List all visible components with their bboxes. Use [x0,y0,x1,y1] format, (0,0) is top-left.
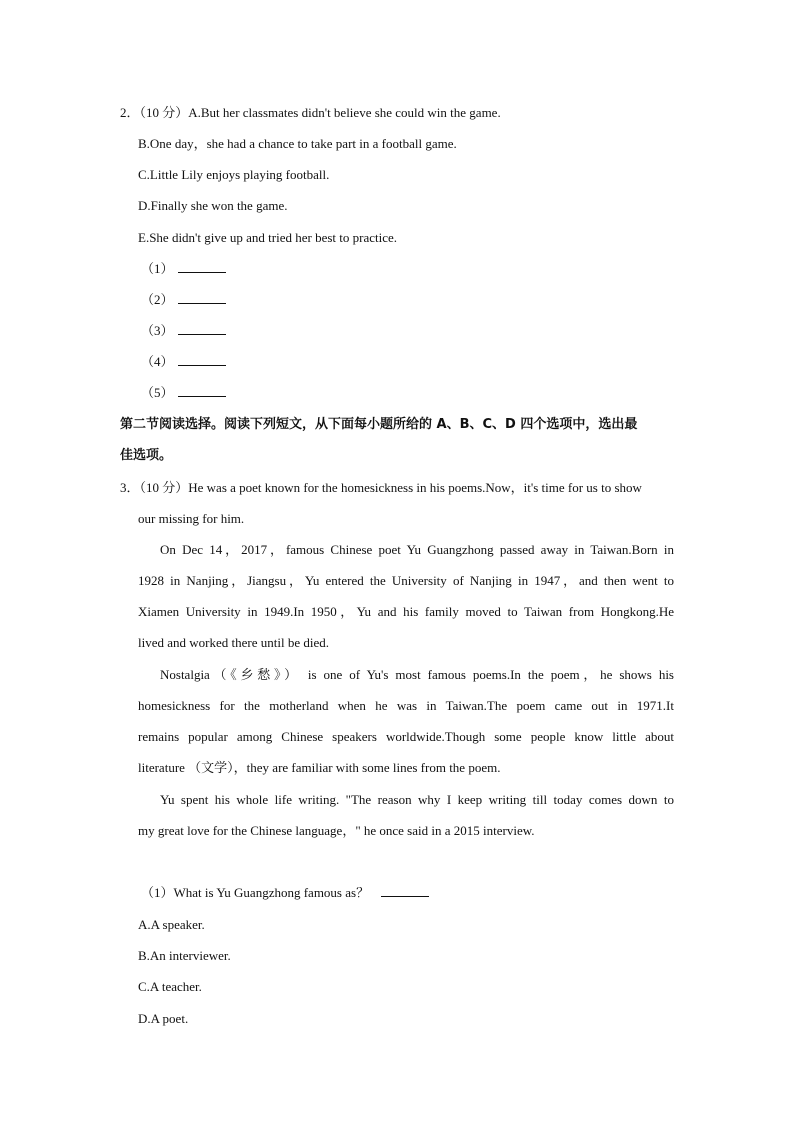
q2-answer-5[interactable] [141,384,226,402]
answer-blank[interactable] [178,260,226,273]
answer-number: （5） [141,385,174,400]
q2-answer-2[interactable] [141,291,226,309]
answer-blank[interactable] [178,384,226,397]
passage-line: lived and worked there until be died. [138,635,329,650]
question-text: （1）What is Yu Guangzhong famous as？ [141,885,370,900]
q3-header-cont: our missing for him. [138,511,245,526]
q3-sub1-option-d: D.A poet. [138,1011,189,1026]
q3-header: 3．（10 分）He was a poet known for the homesickness in his poems.Now，it's time for us to show [120,480,642,495]
q2-answer-3[interactable] [141,322,226,340]
passage-line: my great love for the Chinese language，" he once said in a 2015 interview. [138,823,535,838]
answer-blank[interactable] [178,322,226,335]
q2-option-d: D.Finally she won the game. [138,198,288,213]
answer-number: （1） [141,261,174,276]
passage-line: Yu spent his whole life writing. "The reason why I keep writing till today comes down to [160,792,674,807]
q2-header: 2．（10 分）A.But her classmates didn't believe she could win the game. [120,105,501,120]
passage-line: Nostalgia（《乡愁》） is one of Yu's most famous poems.In the poem，he shows his [160,667,674,682]
passage-line: Xiamen University in 1949.In 1950，Yu and his family moved to Taiwan from Hongkong.He [138,604,674,619]
answer-number: （4） [141,354,174,369]
answer-blank[interactable] [381,884,429,897]
q3-sub1-option-c: C.A teacher. [138,979,202,994]
answer-blank[interactable] [178,353,226,366]
q2-option-c: C.Little Lily enjoys playing football. [138,167,330,182]
answer-number: （3） [141,323,174,338]
answer-number: （2） [141,292,174,307]
section-heading-line1: 第二节阅读选择。阅读下列短文，从下面每小题所给的 A、B、C、D 四个选项中，选出最 [120,417,638,432]
q3-sub1-question [141,884,429,902]
q2-answer-1[interactable] [141,260,226,278]
passage-line: homesickness for the motherland when he was in Taiwan.The poem came out in 1971.It [138,698,674,713]
q3-sub1-option-b: B.An interviewer. [138,948,231,963]
section-heading-line2: 佳选项。 [120,448,173,463]
q2-answer-4[interactable] [141,353,226,371]
q3-sub1-option-a: A.A speaker. [138,917,205,932]
passage-line: On Dec 14，2017，famous Chinese poet Yu Guangzhong passed away in Taiwan.Born in [160,542,674,557]
passage-line: literature （文学），they are familiar with some lines from the poem. [138,760,501,775]
q2-option-e: E.She didn't give up and tried her best to practice. [138,230,398,245]
answer-blank[interactable] [178,291,226,304]
passage-line: 1928 in Nanjing，Jiangsu，Yu entered the University of Nanjing in 1947，and then went to [138,573,674,588]
q2-option-b: B.One day，she had a chance to take part in a football game. [138,136,457,151]
passage-line: remains popular among Chinese speakers worldwide.Though some people know little about [138,729,674,744]
